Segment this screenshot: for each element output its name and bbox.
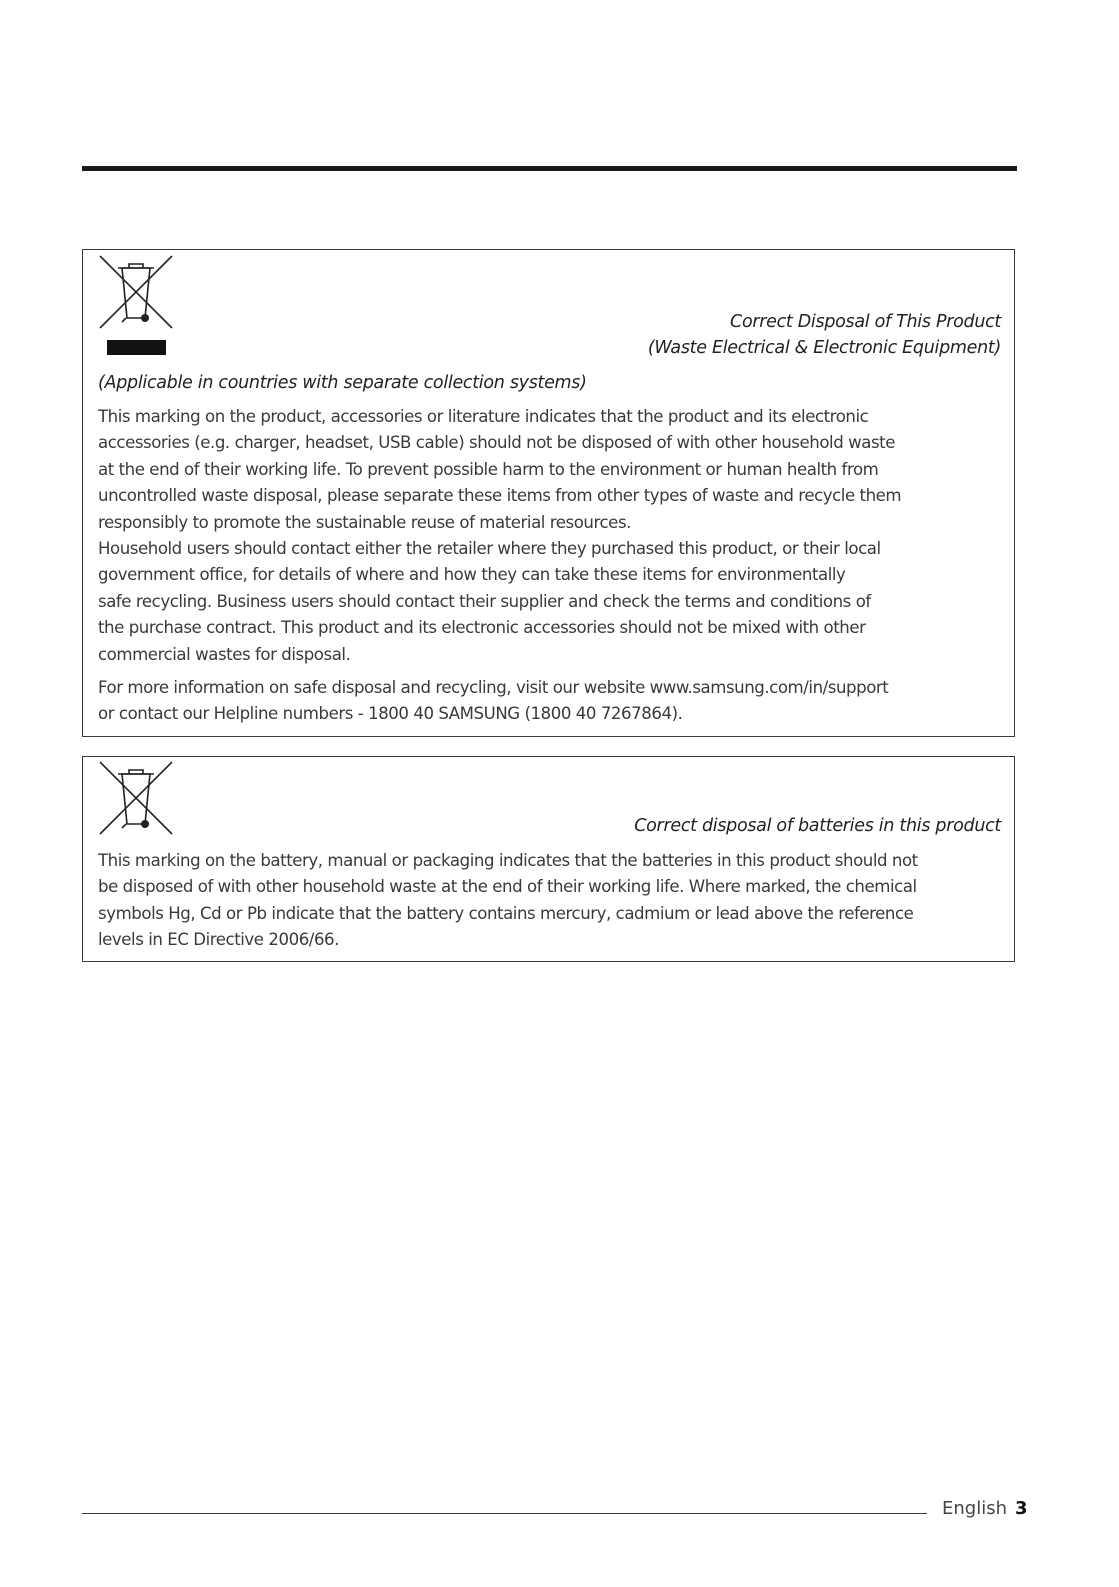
disposal-paragraph: This marking on the product, accessories or literature indicates that the product and its electronic accessories (e.g. charger, headset, USB cable) should not be disposed of with other household waste at the end of their working life. To prevent possible harm to the environment or human health from uncontrolled waste disposal, please separate these items from other types of waste and recycle them responsibly to promote the sustainable reuse of material resources. Household users should contact either the retailer where they purchased this product, or their local government office, for details of where and how they can take these items for environmentally safe recycling. Business users should contact their supplier and check the terms and conditions of the purchase contract. This product and its electronic accessories should not be mixed with other commercial wastes for disposal.	[98, 407, 902, 664]
battery-disposal-box	[82, 756, 1015, 962]
page-number: 3	[1015, 1498, 1028, 1519]
contact-paragraph: For more information on safe disposal and recycling, visit our website www.samsung.com/in/support or contact our Helpline numbers - 1800 40 SAMSUNG (1800 40 7267864).	[98, 678, 889, 724]
weee-disposal-box	[82, 249, 1015, 737]
footer-divider	[82, 1513, 927, 1514]
battery-heading: Correct disposal of batteries in this product	[634, 816, 1001, 836]
bin-underline-bar	[107, 340, 166, 355]
section-heading: Correct Disposal of This Product (Waste Electrical & Electronic Equipment)	[647, 312, 1001, 358]
footer-language: English	[942, 1498, 1007, 1519]
top-divider	[82, 166, 1017, 171]
battery-paragraph: This marking on the battery, manual or packaging indicates that the batteries in this product should not be disposed of with other household waste at the end of their working life. Where marked, the chemical symbols Hg, Cd or Pb indicate that the battery contains mercury, cadmium or lead above the reference levels in EC Directive 2006/66.	[98, 851, 918, 950]
crossed-out-bin-icon	[98, 760, 174, 836]
section-subheading: (Applicable in countries with separate collection systems)	[98, 373, 587, 393]
crossed-out-bin-icon	[98, 254, 174, 330]
